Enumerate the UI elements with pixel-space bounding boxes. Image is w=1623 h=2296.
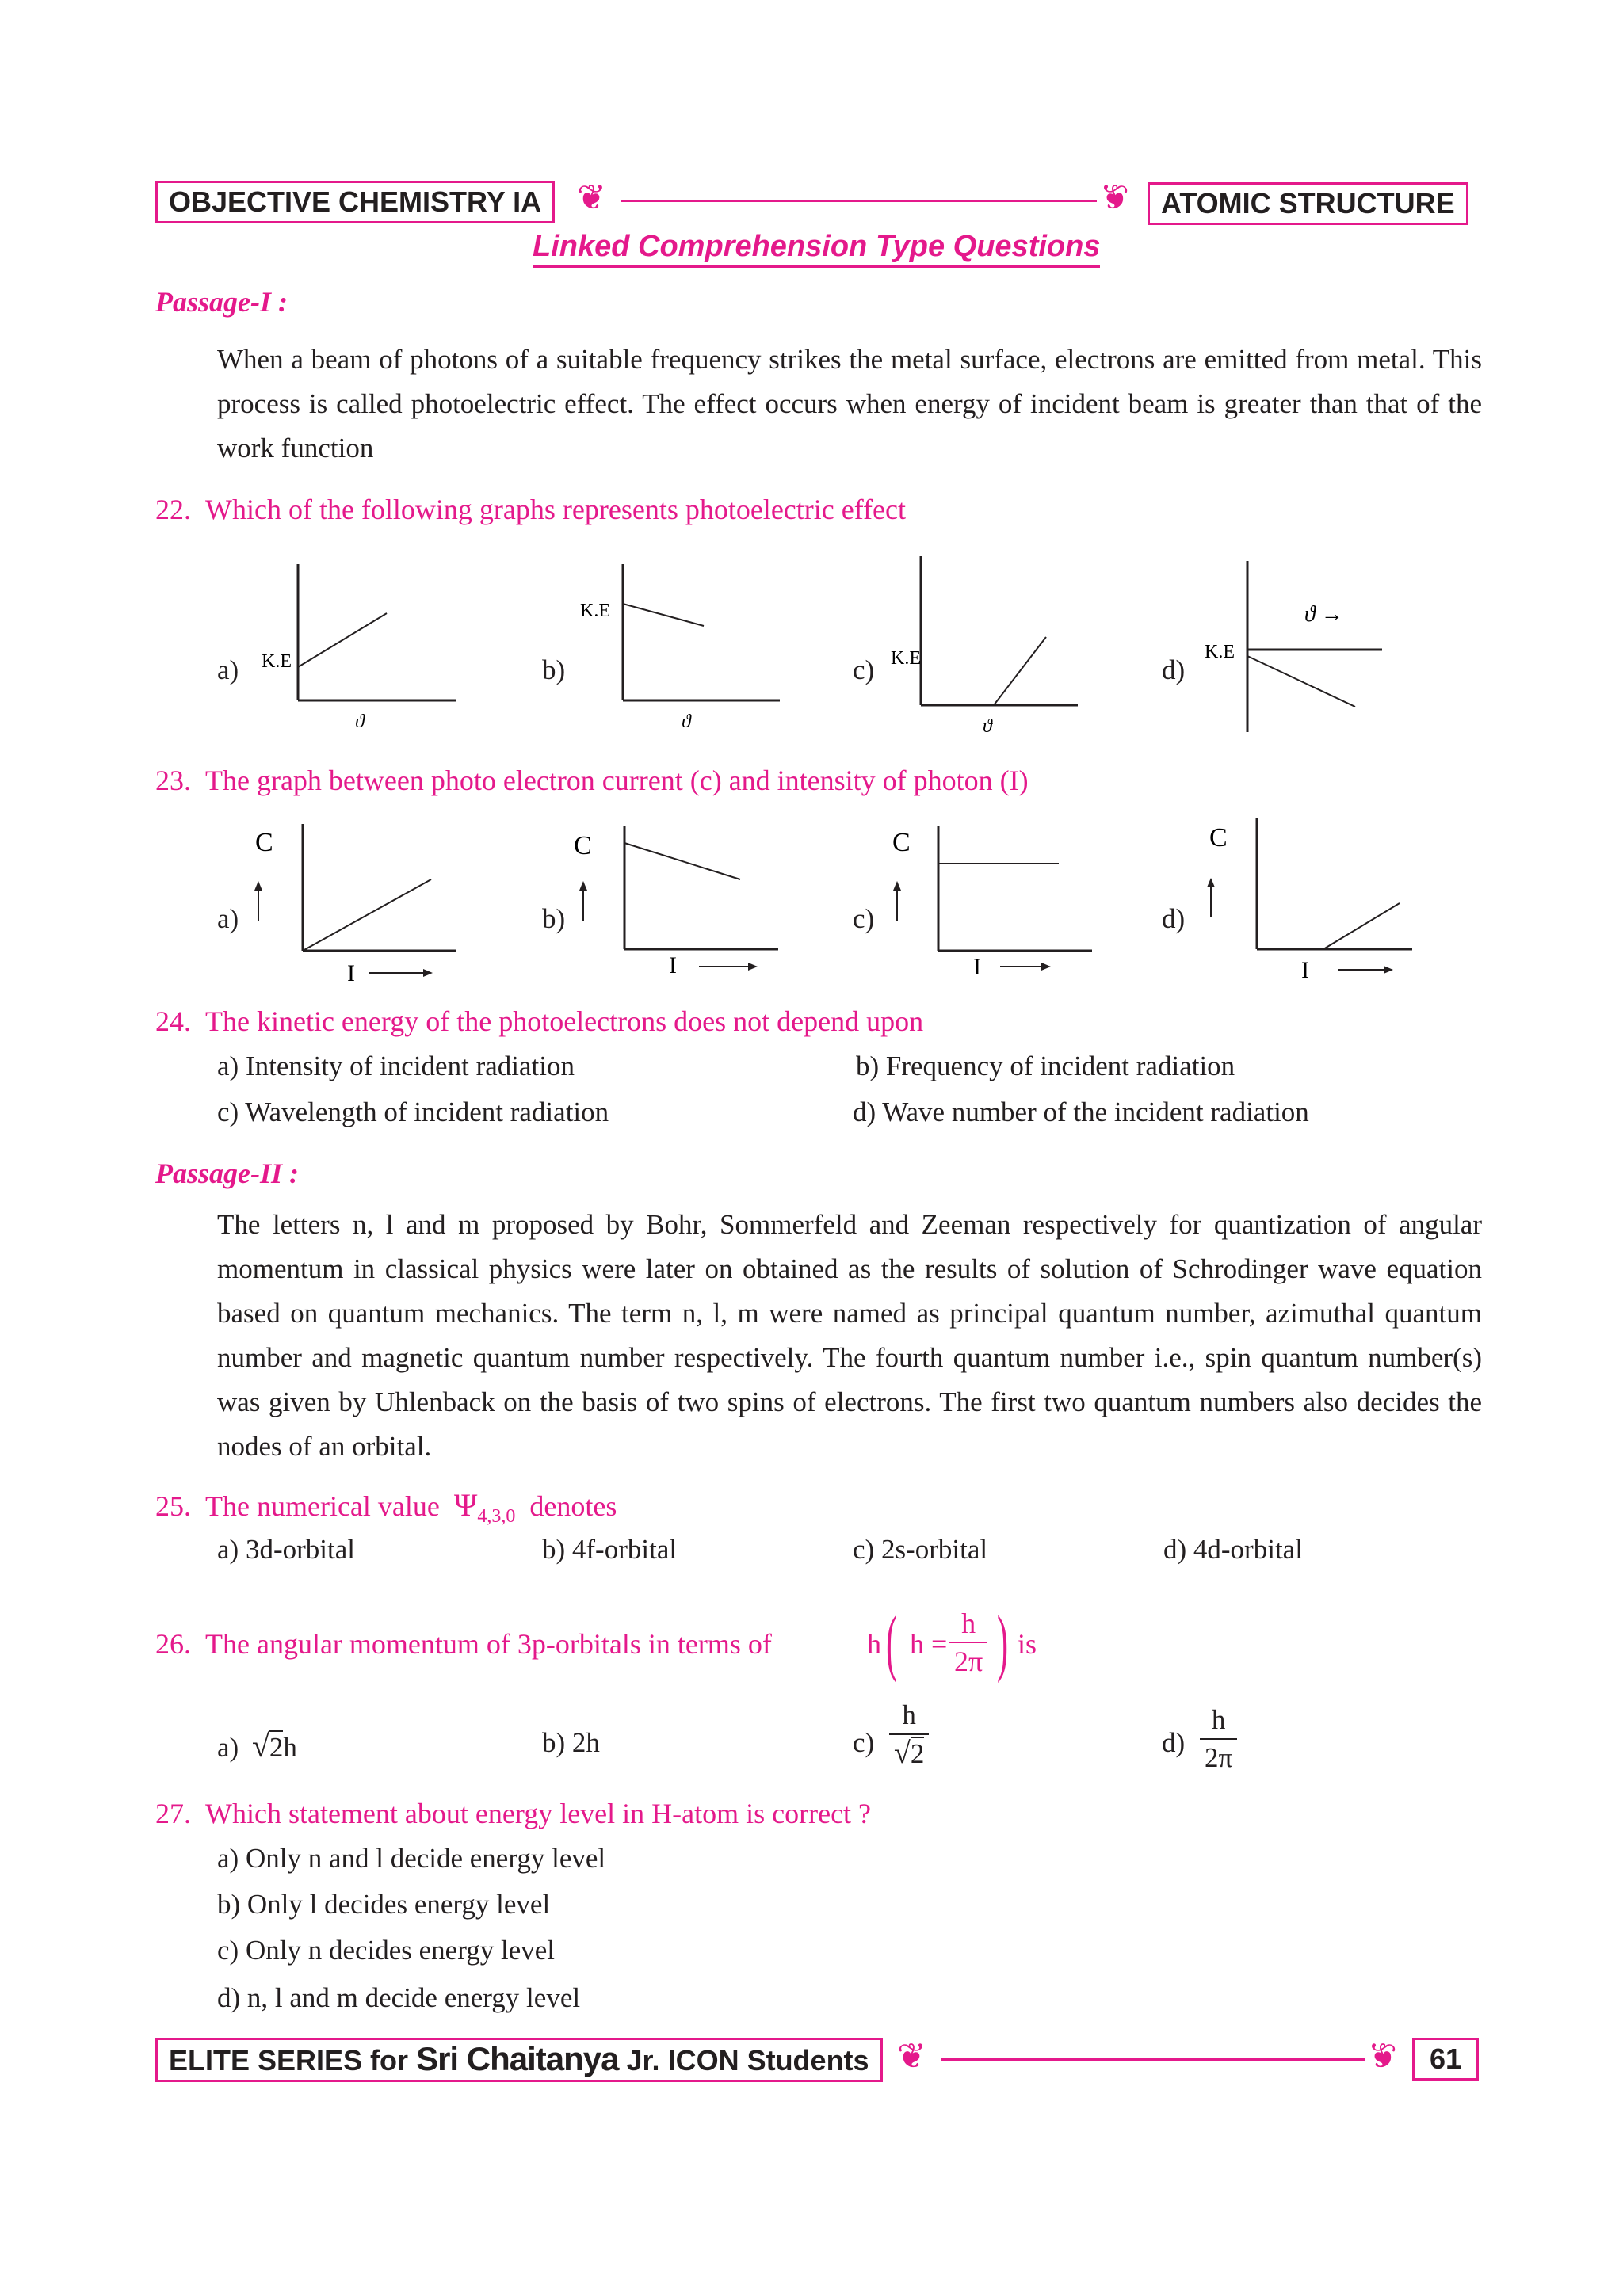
q22-d-y-label: K.E bbox=[1205, 642, 1235, 662]
q23-option-a-label[interactable]: a) bbox=[217, 903, 239, 934]
q23-b-x-label: I bbox=[669, 952, 677, 978]
psi-symbol: Ψ bbox=[453, 1487, 478, 1523]
q26-option-d-label[interactable]: d) bbox=[1162, 1727, 1186, 1758]
q23-c-x-label: I bbox=[973, 954, 981, 980]
footer-rule bbox=[941, 2058, 1365, 2061]
q26-eq-fraction: $\frac{h}{2\pi}$ bbox=[949, 1605, 987, 1680]
q26-option-a[interactable]: a) √2h bbox=[217, 1728, 297, 1764]
q24-option-b[interactable]: b) Frequency of incident radiation bbox=[856, 1051, 1235, 1081]
footer-series-label: ELITE SERIES for Sri Chaitanya Jr. ICON Students bbox=[155, 2038, 883, 2082]
passage-1-label: Passage-I : bbox=[155, 286, 288, 318]
q27-option-a[interactable]: a) Only n and l decide energy level bbox=[217, 1843, 606, 1874]
section-title: Linked Comprehension Type Questions bbox=[533, 230, 1100, 268]
q26-eq-lhs: h = bbox=[910, 1628, 948, 1660]
q26-left-paren: ( bbox=[886, 1601, 898, 1684]
q22-option-d-label[interactable]: d) bbox=[1162, 654, 1186, 685]
q26-option-c-fraction: $\frac{h}{√2}$ bbox=[889, 1697, 929, 1772]
footer-ornament-right-icon: ❦ bbox=[1368, 2037, 1397, 2076]
q22-graph-c bbox=[884, 555, 1106, 737]
header-rule bbox=[621, 200, 1097, 202]
q22-c-x-label: ϑ bbox=[983, 716, 992, 737]
question-22: 22. Which of the following graphs represents photoelectric effect bbox=[155, 494, 907, 525]
header-left-label: OBJECTIVE CHEMISTRY IA bbox=[155, 181, 555, 223]
q24-option-d[interactable]: d) Wave number of the incident radiation bbox=[853, 1097, 1309, 1127]
q22-a-y-label: K.E bbox=[262, 651, 292, 672]
q27-option-c[interactable]: c) Only n decides energy level bbox=[217, 1935, 555, 1966]
question-26: 26. The angular momentum of 3p-orbitals in terms of bbox=[155, 1628, 772, 1660]
q26-option-b[interactable]: b) 2h bbox=[542, 1727, 600, 1758]
q25-option-a[interactable]: a) 3d-orbital bbox=[217, 1534, 355, 1565]
q23-graph-d bbox=[1189, 816, 1426, 990]
q26-right-paren: ) bbox=[997, 1601, 1009, 1684]
question-27: 27. Which statement about energy level in H-atom is correct ? bbox=[155, 1798, 872, 1829]
question-23: 23. The graph between photo electron current (c) and intensity of photon (I) bbox=[155, 765, 1029, 796]
q22-d-arrow-label: ϑ → bbox=[1304, 602, 1343, 627]
q23-graph-a bbox=[246, 816, 475, 990]
q23-a-y-label: C bbox=[255, 828, 273, 857]
q27-option-d[interactable]: d) n, l and m decide energy level bbox=[217, 1982, 581, 2013]
q26-option-c-label[interactable]: c) bbox=[853, 1727, 875, 1758]
q22-c-y-label: K.E bbox=[891, 648, 921, 669]
ornament-right-icon: ❦ bbox=[1100, 178, 1129, 217]
page-number: 61 bbox=[1412, 2038, 1479, 2081]
q26-h-symbol: h bbox=[867, 1628, 881, 1660]
q22-graph-d bbox=[1197, 555, 1426, 737]
question-24: 24. The kinetic energy of the photoelectrons does not depend upon bbox=[155, 1005, 924, 1037]
q22-b-y-label: K.E bbox=[580, 601, 610, 621]
q23-c-y-label: C bbox=[892, 828, 911, 857]
q23-d-y-label: C bbox=[1209, 823, 1228, 852]
q25-option-b[interactable]: b) 4f-orbital bbox=[542, 1534, 678, 1565]
question-25: 25. The numerical value $\Psi_{4,3,0}$ denotes bbox=[155, 1487, 617, 1527]
q23-option-b-label[interactable]: b) bbox=[542, 903, 566, 934]
q26-option-d-fraction: $\frac{h}{2\pi}$ bbox=[1200, 1702, 1237, 1776]
q26-is: is bbox=[1018, 1628, 1037, 1660]
q24-option-c[interactable]: c) Wavelength of incident radiation bbox=[217, 1097, 609, 1127]
q23-a-x-label: I bbox=[347, 960, 355, 986]
q23-d-x-label: I bbox=[1301, 957, 1309, 983]
q23-b-y-label: C bbox=[574, 831, 592, 860]
q22-option-c-label[interactable]: c) bbox=[853, 654, 875, 685]
passage-1-text: When a beam of photons of a suitable frequency strikes the metal surface, electrons are emitted from metal. This process is called photoelectric effect. The effect occurs when energy of incident beam is greater than that of the work function bbox=[217, 344, 1482, 463]
q23-graph-c bbox=[875, 816, 1105, 990]
q22-graph-b bbox=[571, 555, 792, 729]
q25-option-c[interactable]: c) 2s-orbital bbox=[853, 1534, 988, 1565]
q22-option-a-label[interactable]: a) bbox=[217, 654, 239, 685]
q25-option-d[interactable]: d) 4d-orbital bbox=[1163, 1534, 1303, 1565]
header-right-label: ATOMIC STRUCTURE bbox=[1148, 182, 1468, 225]
q23-graph-b bbox=[564, 816, 794, 990]
q22-b-x-label: ϑ bbox=[682, 711, 691, 729]
q24-option-a[interactable]: a) Intensity of incident radiation bbox=[217, 1051, 575, 1081]
ornament-left-icon: ❦ bbox=[577, 178, 606, 217]
q22-option-b-label[interactable]: b) bbox=[542, 654, 566, 685]
q27-option-b[interactable]: b) Only l decides energy level bbox=[217, 1889, 551, 1920]
q22-a-x-label: ϑ bbox=[355, 711, 365, 729]
footer-ornament-left-icon: ❦ bbox=[897, 2037, 926, 2076]
passage-2-text: The letters n, l and m proposed by Bohr, Sommerfeld and Zeeman respectively for quantization of angular momentum in classical physics were later on obtained as the results of solution of Schrodinger wave equation based on quantum mechanics. The term n, l, m were named as principal quantum number, azimuthal quantum number and magnetic quantum number respectively. The fourth quantum number i.e., spin quantum number(s) was given by Uhlenback on the basis of two spins of electrons. The first two quantum numbers also decides the nodes of an orbital. bbox=[217, 1209, 1482, 1462]
q23-option-c-label[interactable]: c) bbox=[853, 903, 875, 934]
q22-graph-a bbox=[254, 555, 475, 729]
passage-2-label: Passage-II : bbox=[155, 1158, 299, 1189]
q23-option-d-label[interactable]: d) bbox=[1162, 903, 1186, 934]
